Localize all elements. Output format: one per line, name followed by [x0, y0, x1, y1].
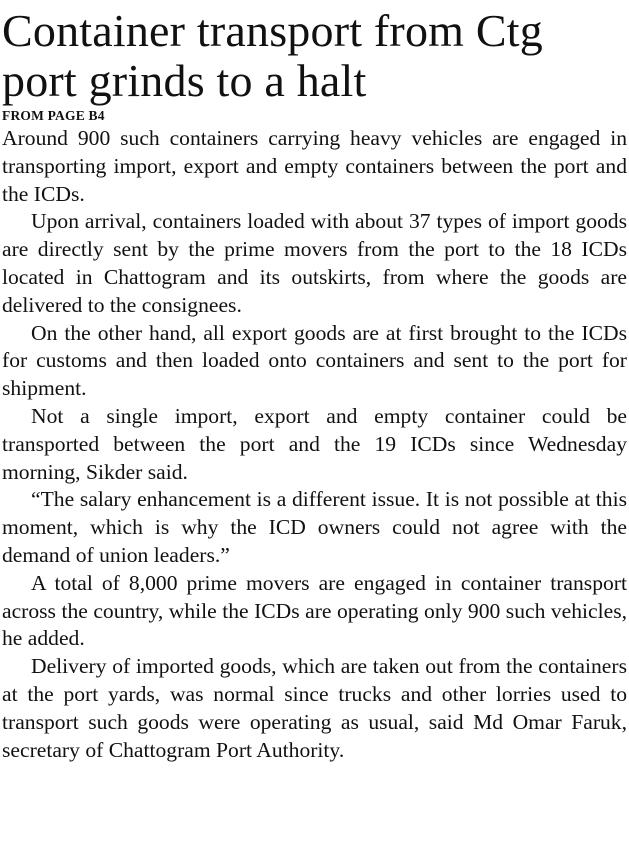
headline: Container transport from Ctg port grinds to a halt	[2, 5, 543, 106]
continued-from-label: FROM PAGE B4	[2, 108, 105, 123]
paragraph: Delivery of imported goods, which are taken out from the containers at the port yards, was normal since trucks and other lorries used to transport such goods were operating as usual, said Md Omar Faruk, secretary of Chattogram Port Authority.	[2, 654, 627, 762]
paragraph: Around 900 such containers carrying heavy vehicles are engaged in transporting import, export and empty containers between the port and the ICDs.	[2, 126, 627, 206]
paragraph: Upon arrival, containers loaded with about 37 types of import goods are directly sent by the prime movers from the port to the 18 ICDs located in Chattogram and its outskirts, from where the goods are delivered to the consignees.	[2, 209, 627, 317]
paragraph: Not a single import, export and empty container could be transported between the port and the 19 ICDs since Wednesday morning, Sikder said.	[2, 403, 627, 484]
article-body	[2, 125, 627, 764]
paragraph: On the other hand, all export goods are at first brought to the ICDs for customs and then loaded onto containers and sent to the port for shipment.	[2, 320, 627, 401]
news-article	[0, 6, 629, 859]
paragraph-quote: “The salary enhancement is a different issue. It is not possible at this moment, which is why the ICD owners could not agree with the demand of union leaders.”	[2, 487, 627, 567]
paragraph: A total of 8,000 prime movers are engaged in container transport across the country, while the ICDs are operating only 900 such vehicles, he added.	[2, 570, 627, 651]
